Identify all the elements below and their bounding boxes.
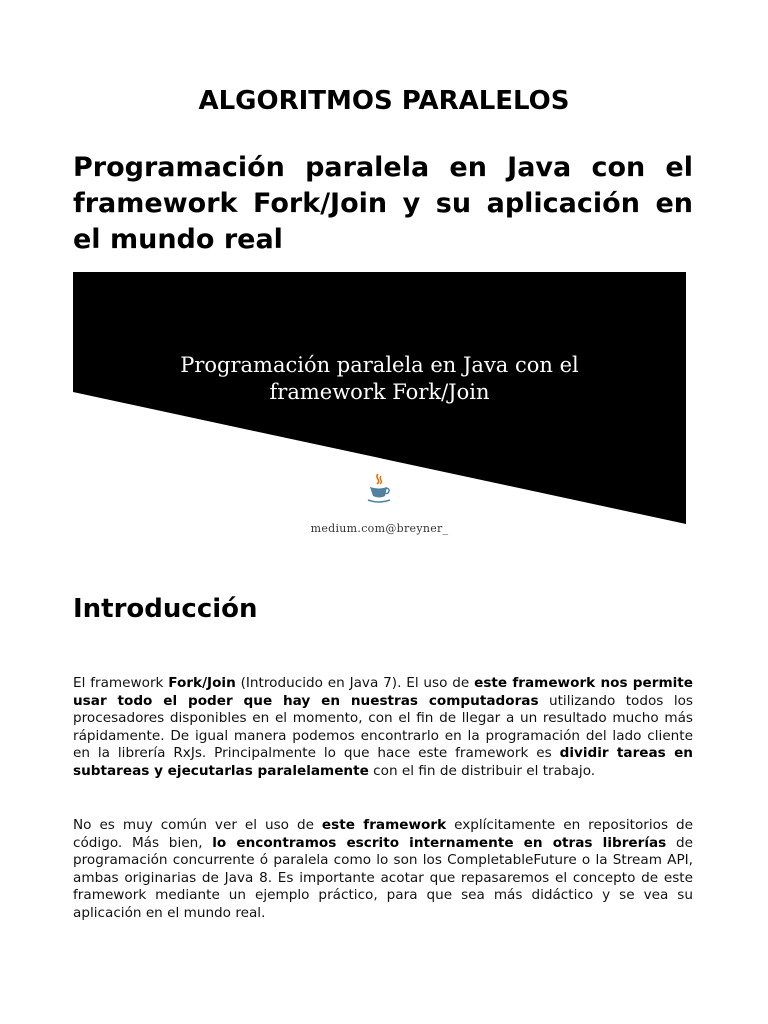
intro-paragraph-1 bbox=[73, 675, 693, 781]
bold-text-run: Fork/Join bbox=[168, 675, 236, 691]
document-subtitle: Programación paralela en Java con el framework Fork/Join y su aplicación en el mundo real bbox=[73, 152, 693, 255]
bold-text-run: este framework nos permite usar todo el poder que hay en nuestras computadoras bbox=[73, 675, 693, 709]
intro-paragraph-2 bbox=[73, 817, 693, 923]
text-run: (Introducido en Java 7). El uso de bbox=[235, 675, 475, 691]
java-coffee-cup-icon bbox=[365, 472, 393, 506]
text-run: utilizando todos los procesadores disponibles en el momento, con el fin de llegar a un resultado mucho más rápidamente. De igual manera podemos encontrarlo en la programación del lado cliente en la librería RxJs. Principalmente lo que hace este framework es bbox=[73, 692, 693, 762]
bold-text-run: dividir tareas en subtareas y ejecutarlas paralelamente bbox=[73, 745, 693, 779]
text-run: con el fin de distribuir el trabajo. bbox=[368, 762, 596, 779]
banner-credit: medium.com@breyner_ bbox=[310, 522, 449, 535]
banner-heading-line-2: framework Fork/Join bbox=[269, 380, 490, 404]
text-run: explícitamente en repositorios de código. Más bien, bbox=[73, 817, 693, 851]
banner-heading bbox=[73, 352, 686, 406]
document-title: ALGORITMOS PARALELOS bbox=[198, 86, 570, 116]
section-heading-introduction: Introducción bbox=[73, 594, 258, 624]
cover-banner-image bbox=[73, 272, 686, 540]
text-run: de programación concurrente ó paralela como lo son los CompletableFuture o la Stream API, ambas originarias de Java 8. Es importante acotar que repasaremos el concepto de este framework mediante un ejemplo práctico, para que sea más didáctico y se vea su aplicación en el mundo real. bbox=[73, 834, 693, 921]
bold-text-run: este framework bbox=[321, 817, 447, 833]
text-run: El framework bbox=[73, 675, 169, 691]
bold-text-run: lo encontramos escrito internamente en otras librerías bbox=[212, 834, 667, 851]
text-run: No es muy común ver el uso de bbox=[73, 817, 322, 833]
banner-heading-line-1: Programación paralela en Java con el bbox=[180, 353, 579, 377]
